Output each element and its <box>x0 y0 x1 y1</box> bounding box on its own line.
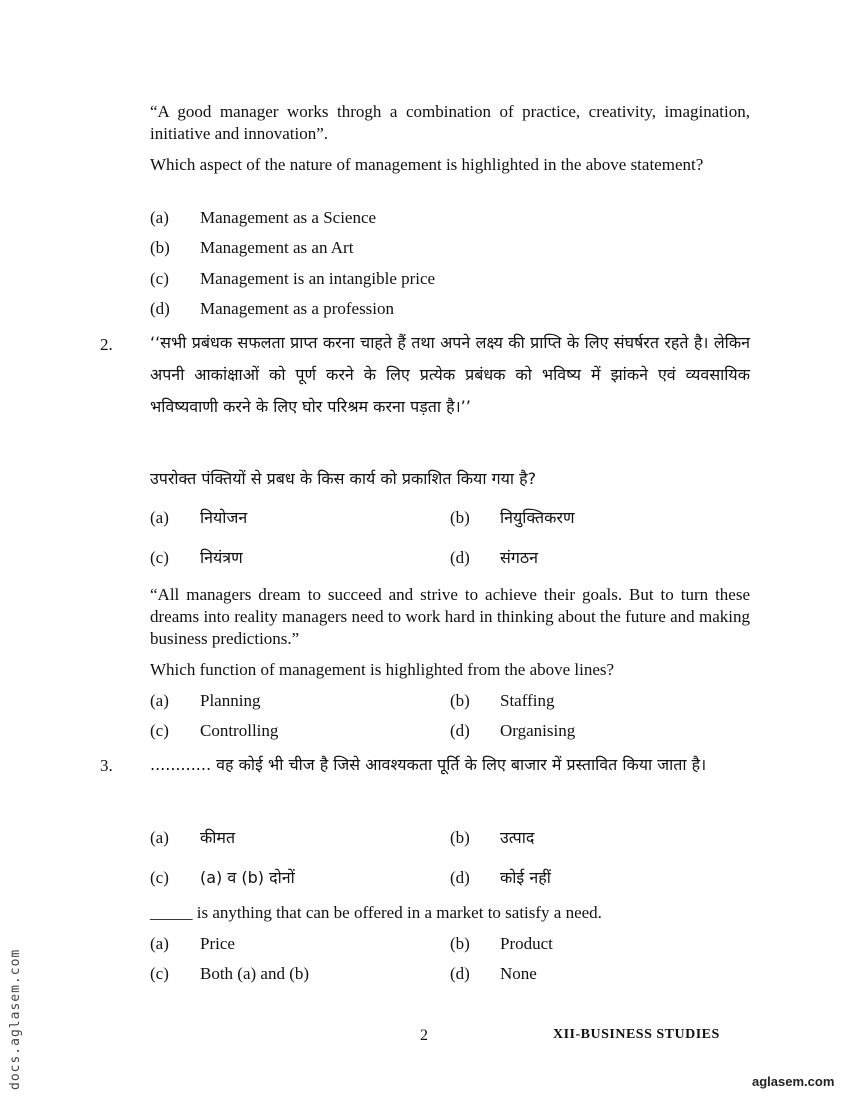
q3-english-option-d-text: None <box>500 964 537 983</box>
q2-number: 2. <box>100 335 113 354</box>
q2-english-option-b-text: Staffing <box>500 691 555 710</box>
subject-footer: XII-BUSINESS STUDIES <box>553 1027 720 1042</box>
q2-english-option-d-label: (d) <box>450 721 470 740</box>
q2-english-option-c-label: (c) <box>150 721 169 740</box>
q3-hindi-option-b-text: उत्पाद <box>500 828 535 847</box>
q3-hindi-option-d-label: (d) <box>450 868 470 887</box>
q3-hindi-option-c-label: (c) <box>150 868 169 887</box>
q3-hindi-option-a-label: (a) <box>150 828 169 847</box>
q2-english-option-b-label: (b) <box>450 691 470 710</box>
q1-option-d-label: (d) <box>150 299 170 318</box>
q2-hindi-option-a-text: नियोजन <box>200 508 248 527</box>
q2-hindi-quote: ‘‘सभी प्रबंधक सफलता प्राप्त करना चाहते हैं तथा अपने लक्ष्य की प्राप्ति के लिए संघर्षरत रहते है। लेकिन अपनी आकांक्षाओं को पूर्ण करने के लिए प्रत्येक प्रबंधक को भविष्य में झांकने एवं व्यवसायिक भविष्यवाणी करने के लिए घोर परिश्रम करना पड़ता है।’’ <box>150 333 750 416</box>
q3-hindi-option-c-text: (a) व (b) दोनों <box>200 868 295 887</box>
q1-option-d-text: Management as a profession <box>200 299 395 318</box>
q2-hindi-option-c-label: (c) <box>150 548 169 567</box>
q2-hindi-option-b-label: (b) <box>450 508 470 527</box>
page-number: 2 <box>420 1027 428 1044</box>
q3-english-option-b-text: Product <box>500 934 553 953</box>
q2-english-quote: “All managers dream to succeed and strive to achieve their goals. But to turn these dreams into reality managers need to work hard in thinking about the future and making business predictions.” <box>150 585 750 648</box>
q1-english-question: Which aspect of the nature of management is highlighted in the above statement? <box>150 155 704 174</box>
q1-option-a-text: Management as a Science <box>200 208 377 227</box>
q1-option-c-label: (c) <box>150 269 169 288</box>
q2-english-question: Which function of management is highlighted from the above lines? <box>150 660 615 679</box>
q3-english-option-c-text: Both (a) and (b) <box>200 964 310 983</box>
side-watermark: docs.aglasem.com <box>8 948 23 1090</box>
q3-english-option-c-label: (c) <box>150 964 169 983</box>
q1-option-c-text: Management is an intangible price <box>200 269 436 288</box>
q2-hindi-question: उपरोक्त पंक्तियों से प्रबध के किस कार्य को प्रकाशित किया गया है? <box>150 469 537 488</box>
q2-hindi-option-d-label: (d) <box>450 548 470 567</box>
q2-hindi-option-a-label: (a) <box>150 508 169 527</box>
q1-option-b-text: Management as an Art <box>200 238 354 257</box>
corner-watermark: aglasem.com <box>752 1074 835 1089</box>
q3-number: 3. <box>100 756 113 775</box>
q2-english-option-a-label: (a) <box>150 691 169 710</box>
q2-hindi-option-c-text: नियंत्रण <box>200 548 243 567</box>
q3-english-option-a-label: (a) <box>150 934 169 953</box>
q3-english-question: _____ is anything that can be offered in a market to satisfy a need. <box>150 903 602 922</box>
q3-english-option-b-label: (b) <box>450 934 470 953</box>
q2-english-option-a-text: Planning <box>200 691 261 710</box>
q2-hindi-option-b-text: नियुक्तिकरण <box>500 508 575 527</box>
q3-hindi-option-b-label: (b) <box>450 828 470 847</box>
q1-english-quote: “A good manager works throgh a combination of practice, creativity, imagination, initiative and innovation”. <box>150 102 750 143</box>
q1-option-a-label: (a) <box>150 208 169 227</box>
q2-english-option-d-text: Organising <box>500 721 576 740</box>
q2-english-option-c-text: Controlling <box>200 721 279 740</box>
q3-hindi-question: ............ वह कोई भी चीज है जिसे आवश्यकता पूर्ति के लिए बाजार में प्रस्तावित किया जाता है। <box>150 755 707 774</box>
q3-english-option-a-text: Price <box>200 934 235 953</box>
q1-option-b-label: (b) <box>150 238 170 257</box>
q3-hindi-option-a-text: कीमत <box>200 828 236 847</box>
q3-english-option-d-label: (d) <box>450 964 470 983</box>
q2-hindi-option-d-text: संगठन <box>500 548 539 567</box>
q3-hindi-option-d-text: कोई नहीं <box>500 868 551 887</box>
